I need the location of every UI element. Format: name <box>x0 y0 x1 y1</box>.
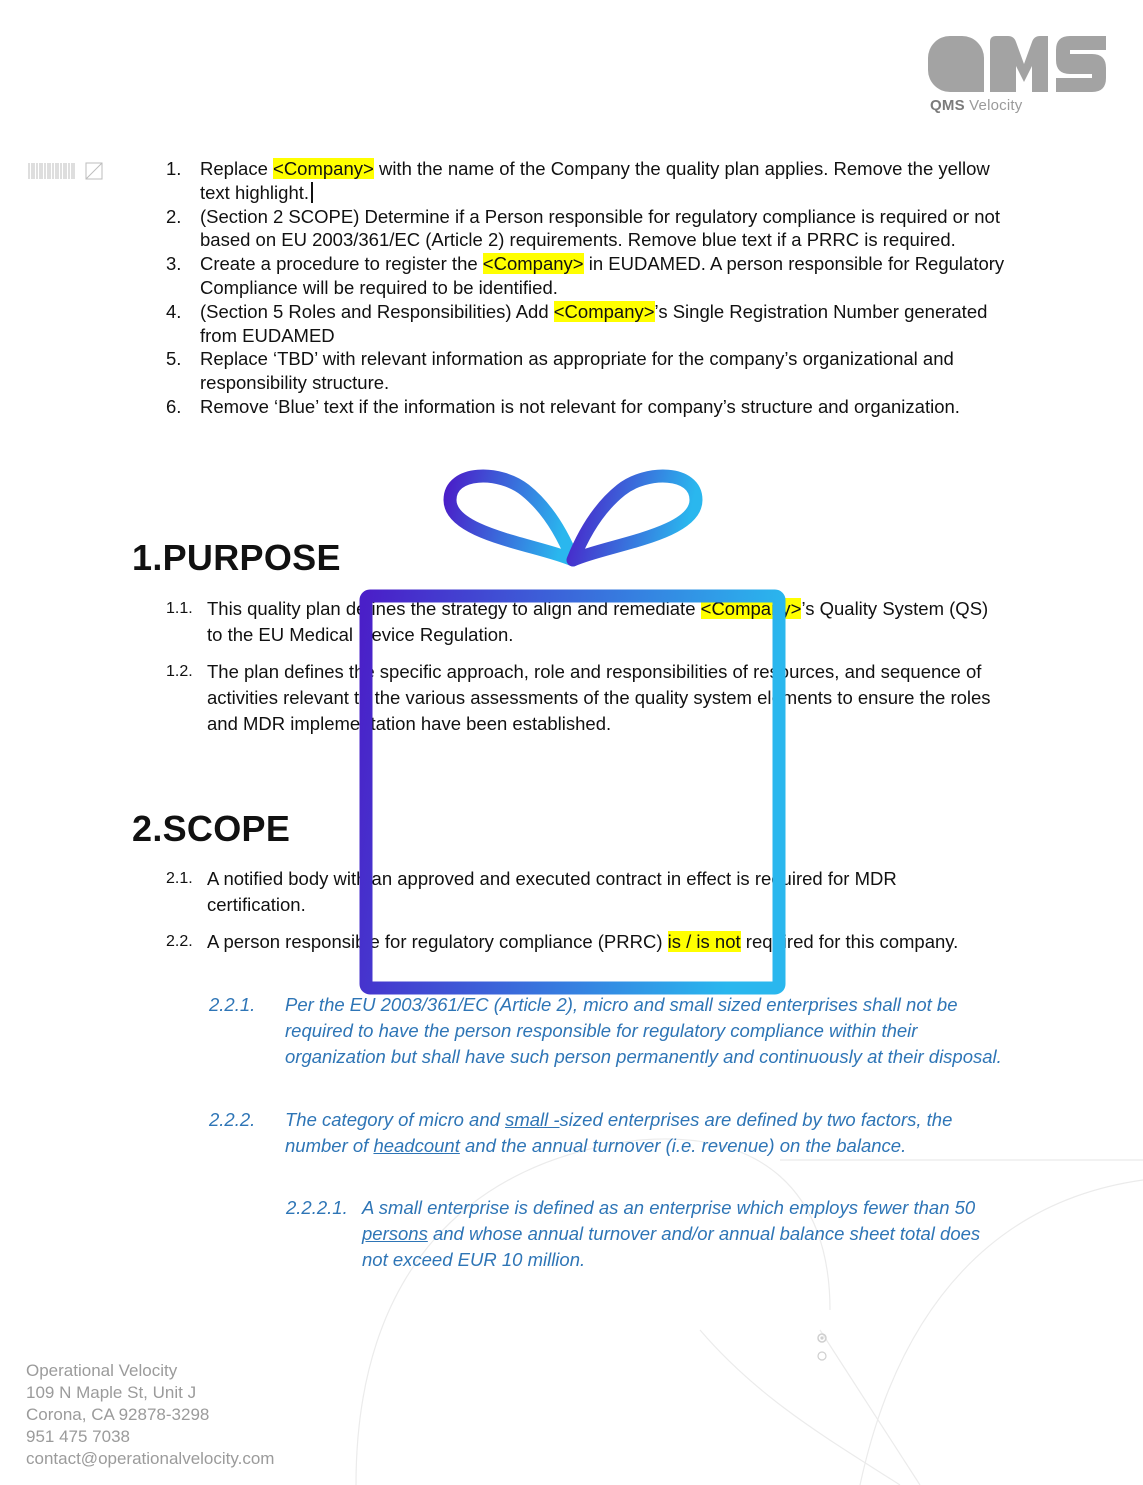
footer-city: Corona, CA 92878-3298 <box>26 1405 210 1424</box>
instruction-item: 1. Replace <Company> with the name of the Company the quality plan applies. Remove the yellow text highlight. <box>166 158 990 203</box>
footer-company: Operational Velocity <box>26 1361 178 1380</box>
purpose-item: 1.2. The plan defines the specific approach, role and responsibilities of resources, and sequence of activities relevant to the various assessments of the quality system elements to ensure the roles and MDR implementation have been established. <box>166 661 991 734</box>
purpose-heading: 1.PURPOSE <box>132 537 341 578</box>
text-cursor <box>311 182 313 203</box>
footer-street: 109 N Maple St, Unit J <box>26 1383 197 1402</box>
logo-wordmark: QMS Velocity <box>930 97 1023 114</box>
company-placeholder: <Company> <box>482 253 584 275</box>
company-placeholder: <Company> <box>553 300 655 322</box>
company-placeholder: <Company> <box>273 158 374 179</box>
scope-sub-2-2-2-1: 2.2.2.1. A small enterprise is defined as an enterprise which employs fewer than 50 persons and whose annual turnover and/or annual balance sheet total does not exceed EUR 10 million. <box>286 1197 981 1270</box>
scope-sub-2-2-2: 2.2.2. The category of micro and small -sized enterprises are defined by two factors, the number of headcount and the annual turnover (i.e. revenue) on the balance. <box>209 1109 953 1156</box>
instruction-item: 3. Create a procedure to register the <Company> in EUDAMED. A person responsible for Regulatory Compliance will be required to be identified. <box>166 253 1005 298</box>
scope-heading: 2.SCOPE <box>132 808 291 849</box>
instruction-item: 6. Remove ‘Blue’ text if the information is not relevant for company’s structure and organization. <box>166 395 960 417</box>
scope-section <box>166 866 996 955</box>
instruction-item: 4. (Section 5 Roles and Responsibilities) Add <Company>’s Single Registration Number generated from EUDAMED <box>166 300 988 346</box>
purpose-item: 1.1. This quality plan defines the strategy to align and remediate <Company>’s Quality System (QS) to the EU Medical Device Regulation. <box>166 598 989 645</box>
scope-item: 2.2. A person responsible for regulatory compliance (PRRC) is / is not required for this company. <box>166 931 959 952</box>
instruction-item: 2. (Section 2 SCOPE) Determine if a Person responsible for regulatory compliance is required or not based on EU 2003/361/EC (Article 2) requirements. Remove blue text if a PRRC is required. <box>166 205 1000 251</box>
company-placeholder: <Company> <box>700 598 802 619</box>
instruction-list <box>166 157 1016 419</box>
scope-item: 2.1. A notified body with an approved and executed contract in effect is required for MDR certification. <box>166 868 897 915</box>
scope-sub-2-2-1: 2.2.1. Per the EU 2003/361/EC (Article 2), micro and small sized enterprises shall not be required to have the person responsible for regulatory compliance within their organization but shall have such person permanently and continuously at their disposal. <box>209 994 1002 1067</box>
footer-email[interactable]: contact@operationalvelocity.com <box>26 1449 275 1468</box>
prrc-choice-highlight: is / is not <box>667 931 741 952</box>
footer-phone: 951 475 7038 <box>26 1427 130 1446</box>
qms-logo <box>928 36 1106 96</box>
barcode-icon <box>28 162 106 180</box>
instruction-item: 5. Replace ‘TBD’ with relevant information as appropriate for the company’s organizational and responsibility structure. <box>166 348 954 394</box>
footer-address <box>26 1360 274 1470</box>
purpose-section <box>166 596 996 737</box>
